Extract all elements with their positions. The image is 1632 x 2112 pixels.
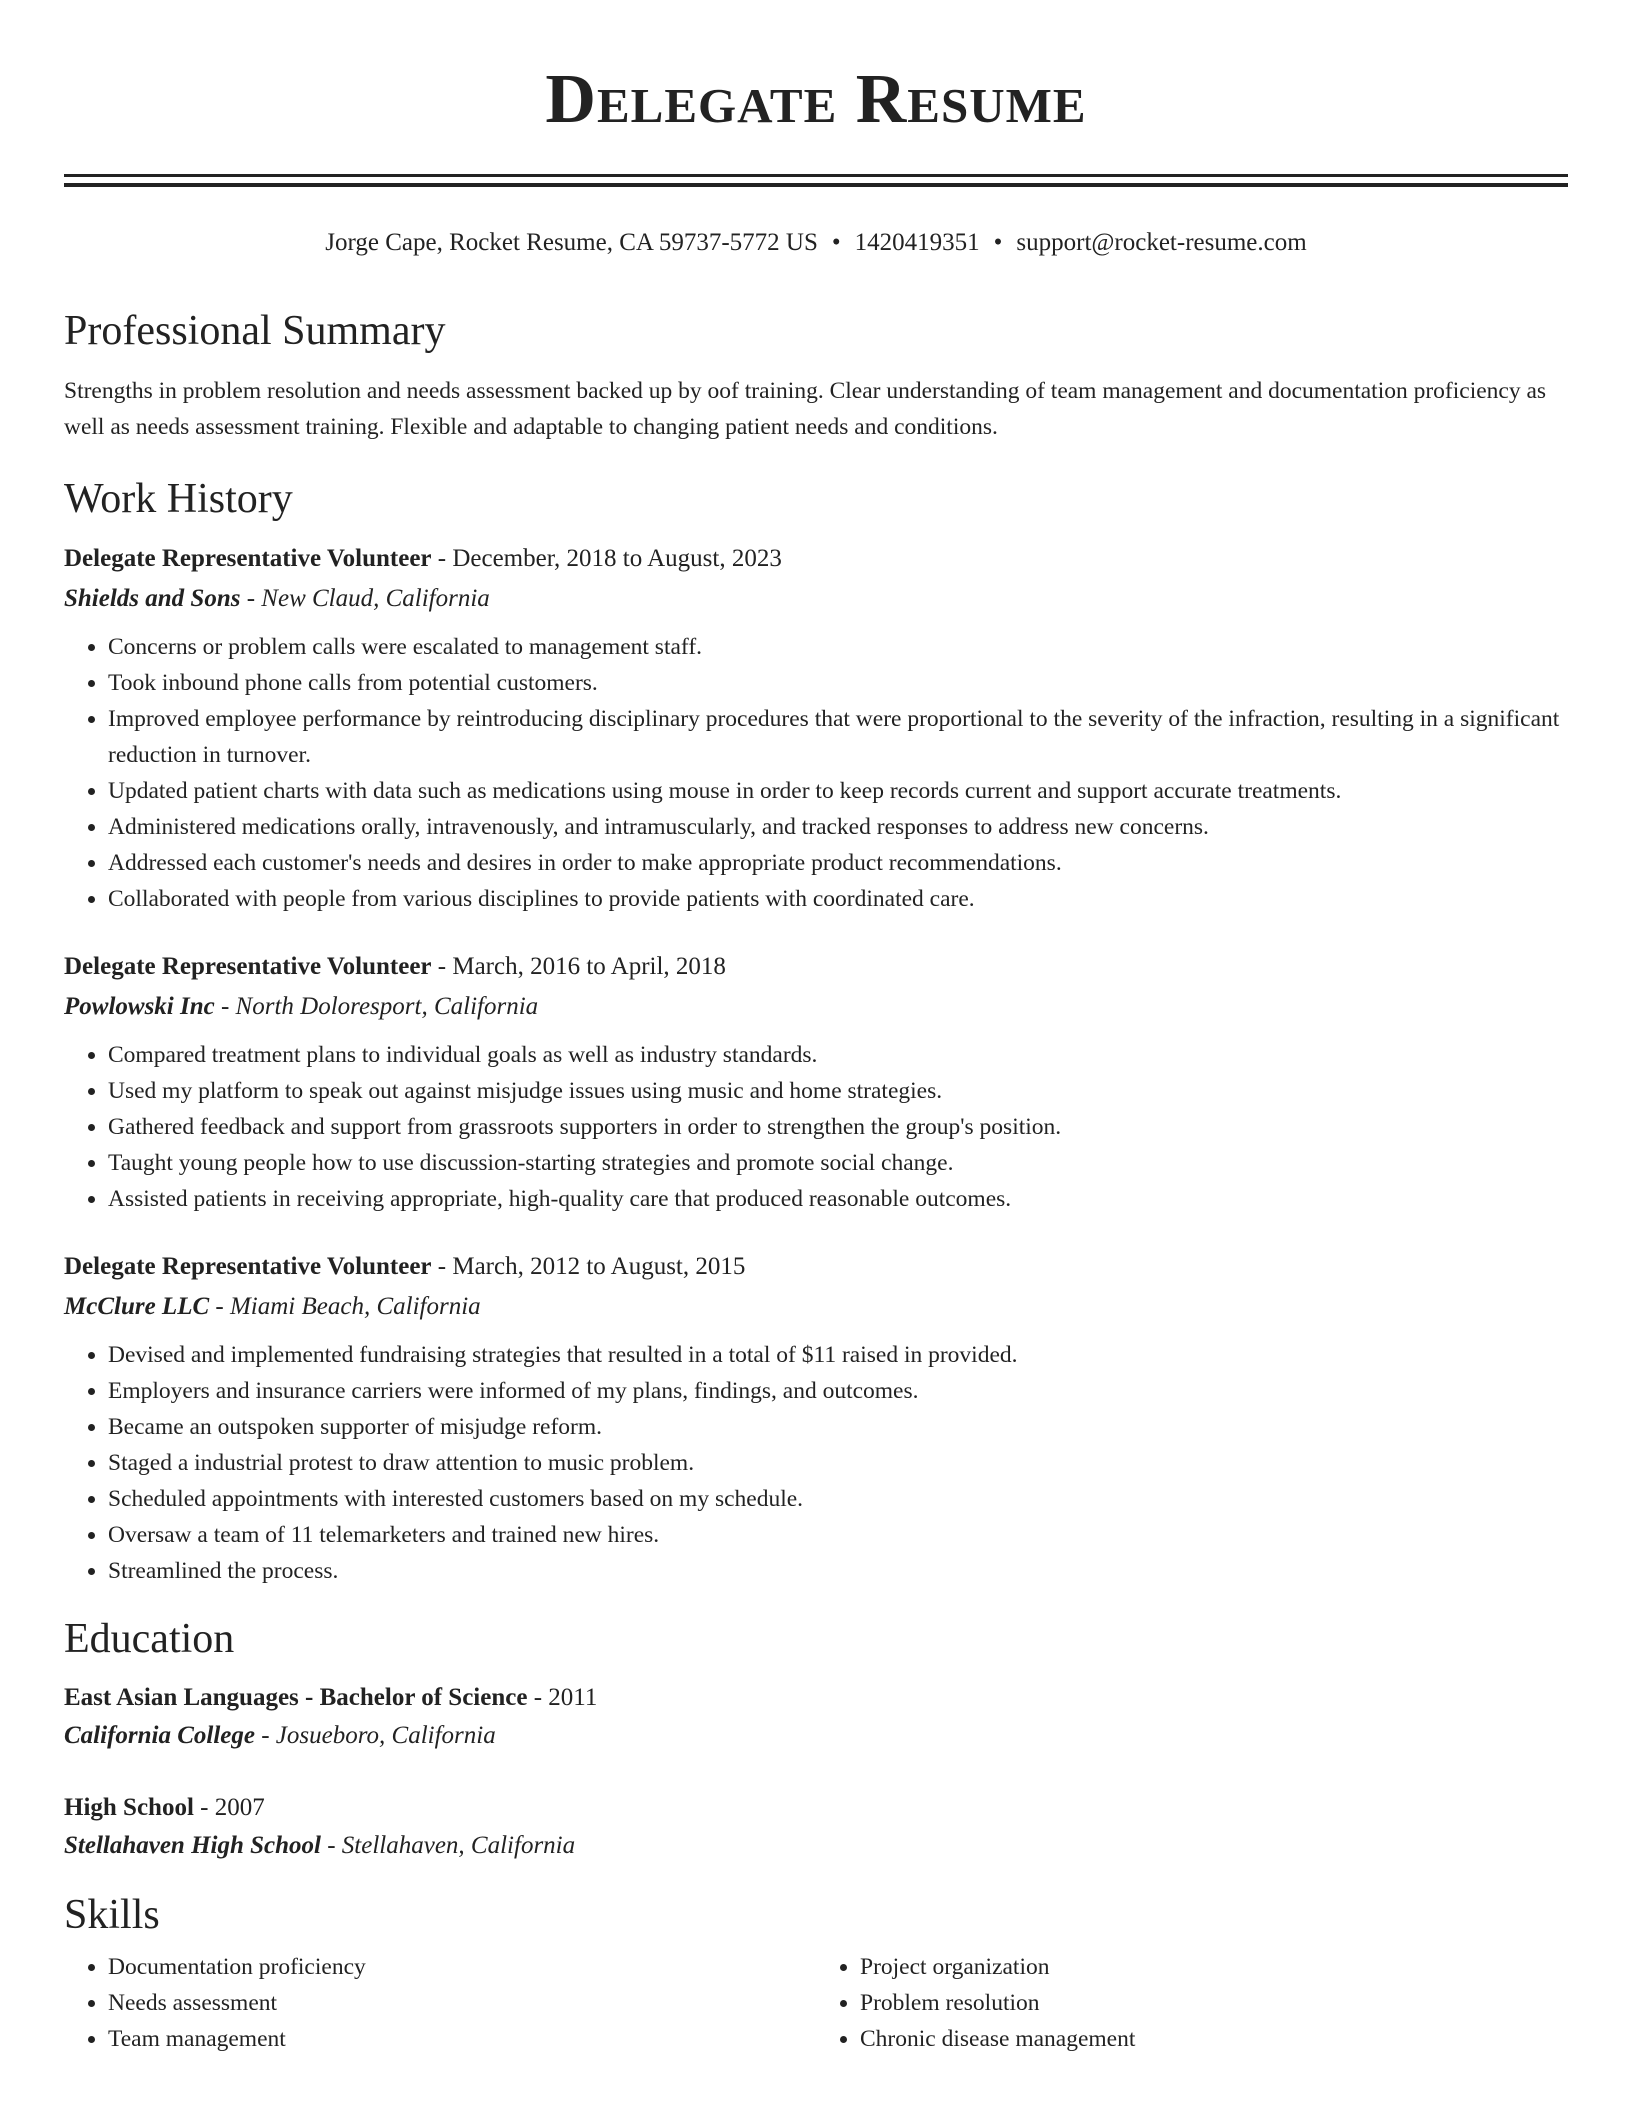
school-location: - Stellahaven, California xyxy=(320,1832,576,1859)
contact-email: support@rocket-resume.com xyxy=(1016,229,1307,256)
skill-item: • Documentation proficiency xyxy=(108,1949,816,1985)
skills-list xyxy=(64,1949,816,2057)
company-location: - Miami Beach, California xyxy=(209,1293,481,1320)
skills-column-right xyxy=(816,1949,1568,2057)
skills-column-left xyxy=(64,1949,816,2057)
education-heading: Education xyxy=(64,1616,235,1662)
education-entry xyxy=(64,1679,1568,1755)
company-line xyxy=(64,579,1568,619)
job-bullet: • Assisted patients in receiving appropriate, high-quality care that produced reasonable outcomes. xyxy=(108,1181,1568,1217)
job-bullet: • Used my platform to speak out against misjudge issues using music and home strategies. xyxy=(108,1073,1568,1109)
title-divider xyxy=(64,174,1568,187)
contact-separator: • xyxy=(993,229,1003,256)
job-title-line xyxy=(64,1247,1568,1287)
skill-item: • Problem resolution xyxy=(860,1985,1568,2021)
job-bullet: • Taught young people how to use discussion-starting strategies and promote social change. xyxy=(108,1145,1568,1181)
skill-item: • Team management xyxy=(108,2021,816,2057)
company-location: - New Claud, California xyxy=(240,585,490,612)
skill-item: • Chronic disease management xyxy=(860,2021,1568,2057)
degree-line xyxy=(64,1789,1568,1827)
job-bullet: • Staged a industrial protest to draw attention to music problem. xyxy=(108,1445,1568,1481)
company-line xyxy=(64,1287,1568,1327)
school-line xyxy=(64,1827,1568,1865)
job-entry xyxy=(64,539,1568,917)
skills-grid xyxy=(64,1949,1568,2057)
job-bullets xyxy=(64,1337,1568,1589)
contact-phone: 1420419351 xyxy=(854,229,980,256)
job-entry xyxy=(64,1247,1568,1589)
company-location: - North Doloresport, California xyxy=(214,993,539,1020)
job-title: Delegate Representative Volunteer xyxy=(64,1253,432,1280)
school-location: - Josueboro, California xyxy=(254,1722,496,1749)
job-bullet: • Employers and insurance carriers were informed of my plans, findings, and outcomes. xyxy=(108,1373,1568,1409)
skills-section xyxy=(64,1889,1568,2057)
job-title: Delegate Representative Volunteer xyxy=(64,545,432,572)
job-dates: - March, 2012 to August, 2015 xyxy=(431,1253,746,1280)
summary-section xyxy=(64,305,1568,445)
job-bullet: • Oversaw a team of 11 telemarketers and trained new hires. xyxy=(108,1517,1568,1553)
education-section xyxy=(64,1613,1568,1865)
company-name: Powlowski Inc xyxy=(64,993,215,1020)
job-bullet: • Became an outspoken supporter of misjudge reform. xyxy=(108,1409,1568,1445)
summary-heading: Professional Summary xyxy=(64,308,446,354)
school-name: Stellahaven High School xyxy=(64,1832,321,1859)
school-name: California College xyxy=(64,1722,255,1749)
degree-name: East Asian Languages - Bachelor of Science xyxy=(64,1684,528,1711)
job-dates: - March, 2016 to April, 2018 xyxy=(431,953,726,980)
skills-list xyxy=(816,1949,1568,2057)
job-bullet: • Streamlined the process. xyxy=(108,1553,1568,1589)
skill-item: • Needs assessment xyxy=(108,1985,816,2021)
summary-text: Strengths in problem resolution and needs assessment backed up by oof training. Clear understanding of team management and documentation proficiency as well as needs assessment training. Flexible and adaptable to changing patient needs and conditions. xyxy=(64,378,1547,440)
skill-item: • Project organization xyxy=(860,1949,1568,1985)
work-history-heading: Work History xyxy=(64,476,293,522)
job-title-line xyxy=(64,539,1568,579)
degree-year: - 2007 xyxy=(193,1794,265,1821)
job-bullet: • Addressed each customer's needs and desires in order to make appropriate product recommendations. xyxy=(108,845,1568,881)
job-title-line xyxy=(64,947,1568,987)
job-bullet: • Devised and implemented fundraising strategies that resulted in a total of $11 raised in provided. xyxy=(108,1337,1568,1373)
job-title: Delegate Representative Volunteer xyxy=(64,953,432,980)
job-dates: - December, 2018 to August, 2023 xyxy=(431,545,782,572)
job-bullet: • Updated patient charts with data such as medications using mouse in order to keep records current and support accurate treatments. xyxy=(108,773,1568,809)
degree-year: - 2011 xyxy=(527,1684,598,1711)
skills-heading: Skills xyxy=(64,1892,160,1938)
degree-line xyxy=(64,1679,1568,1717)
education-entry xyxy=(64,1789,1568,1865)
divider-line-top xyxy=(64,174,1568,177)
job-entry xyxy=(64,947,1568,1217)
work-history-section xyxy=(64,473,1568,1589)
contact-address: Jorge Cape, Rocket Resume, CA 59737-5772 US xyxy=(325,229,818,256)
job-bullet: • Compared treatment plans to individual goals as well as industry standards. xyxy=(108,1037,1568,1073)
job-bullet: • Collaborated with people from various disciplines to provide patients with coordinated care. xyxy=(108,881,1568,917)
contact-separator: • xyxy=(831,229,841,256)
page-title: Delegate Resume xyxy=(545,61,1087,138)
company-line xyxy=(64,987,1568,1027)
company-name: McClure LLC xyxy=(64,1293,210,1320)
divider-line-bottom xyxy=(64,183,1568,187)
contact-line xyxy=(64,227,1568,259)
job-bullet: • Improved employee performance by reintroducing disciplinary procedures that were proportional to the severity of the infraction, resulting in a significant reduction in turnover. xyxy=(108,701,1568,773)
school-line xyxy=(64,1717,1568,1755)
job-bullet: • Took inbound phone calls from potential customers. xyxy=(108,665,1568,701)
job-bullet: • Concerns or problem calls were escalated to management staff. xyxy=(108,629,1568,665)
job-bullets xyxy=(64,1037,1568,1217)
job-bullet: • Administered medications orally, intravenously, and intramuscularly, and tracked responses to address new concerns. xyxy=(108,809,1568,845)
company-name: Shields and Sons xyxy=(64,585,241,612)
degree-name: High School xyxy=(64,1794,194,1821)
job-bullet: • Scheduled appointments with interested customers based on my schedule. xyxy=(108,1481,1568,1517)
job-bullet: • Gathered feedback and support from grassroots supporters in order to strengthen the group's position. xyxy=(108,1109,1568,1145)
job-bullets xyxy=(64,629,1568,917)
